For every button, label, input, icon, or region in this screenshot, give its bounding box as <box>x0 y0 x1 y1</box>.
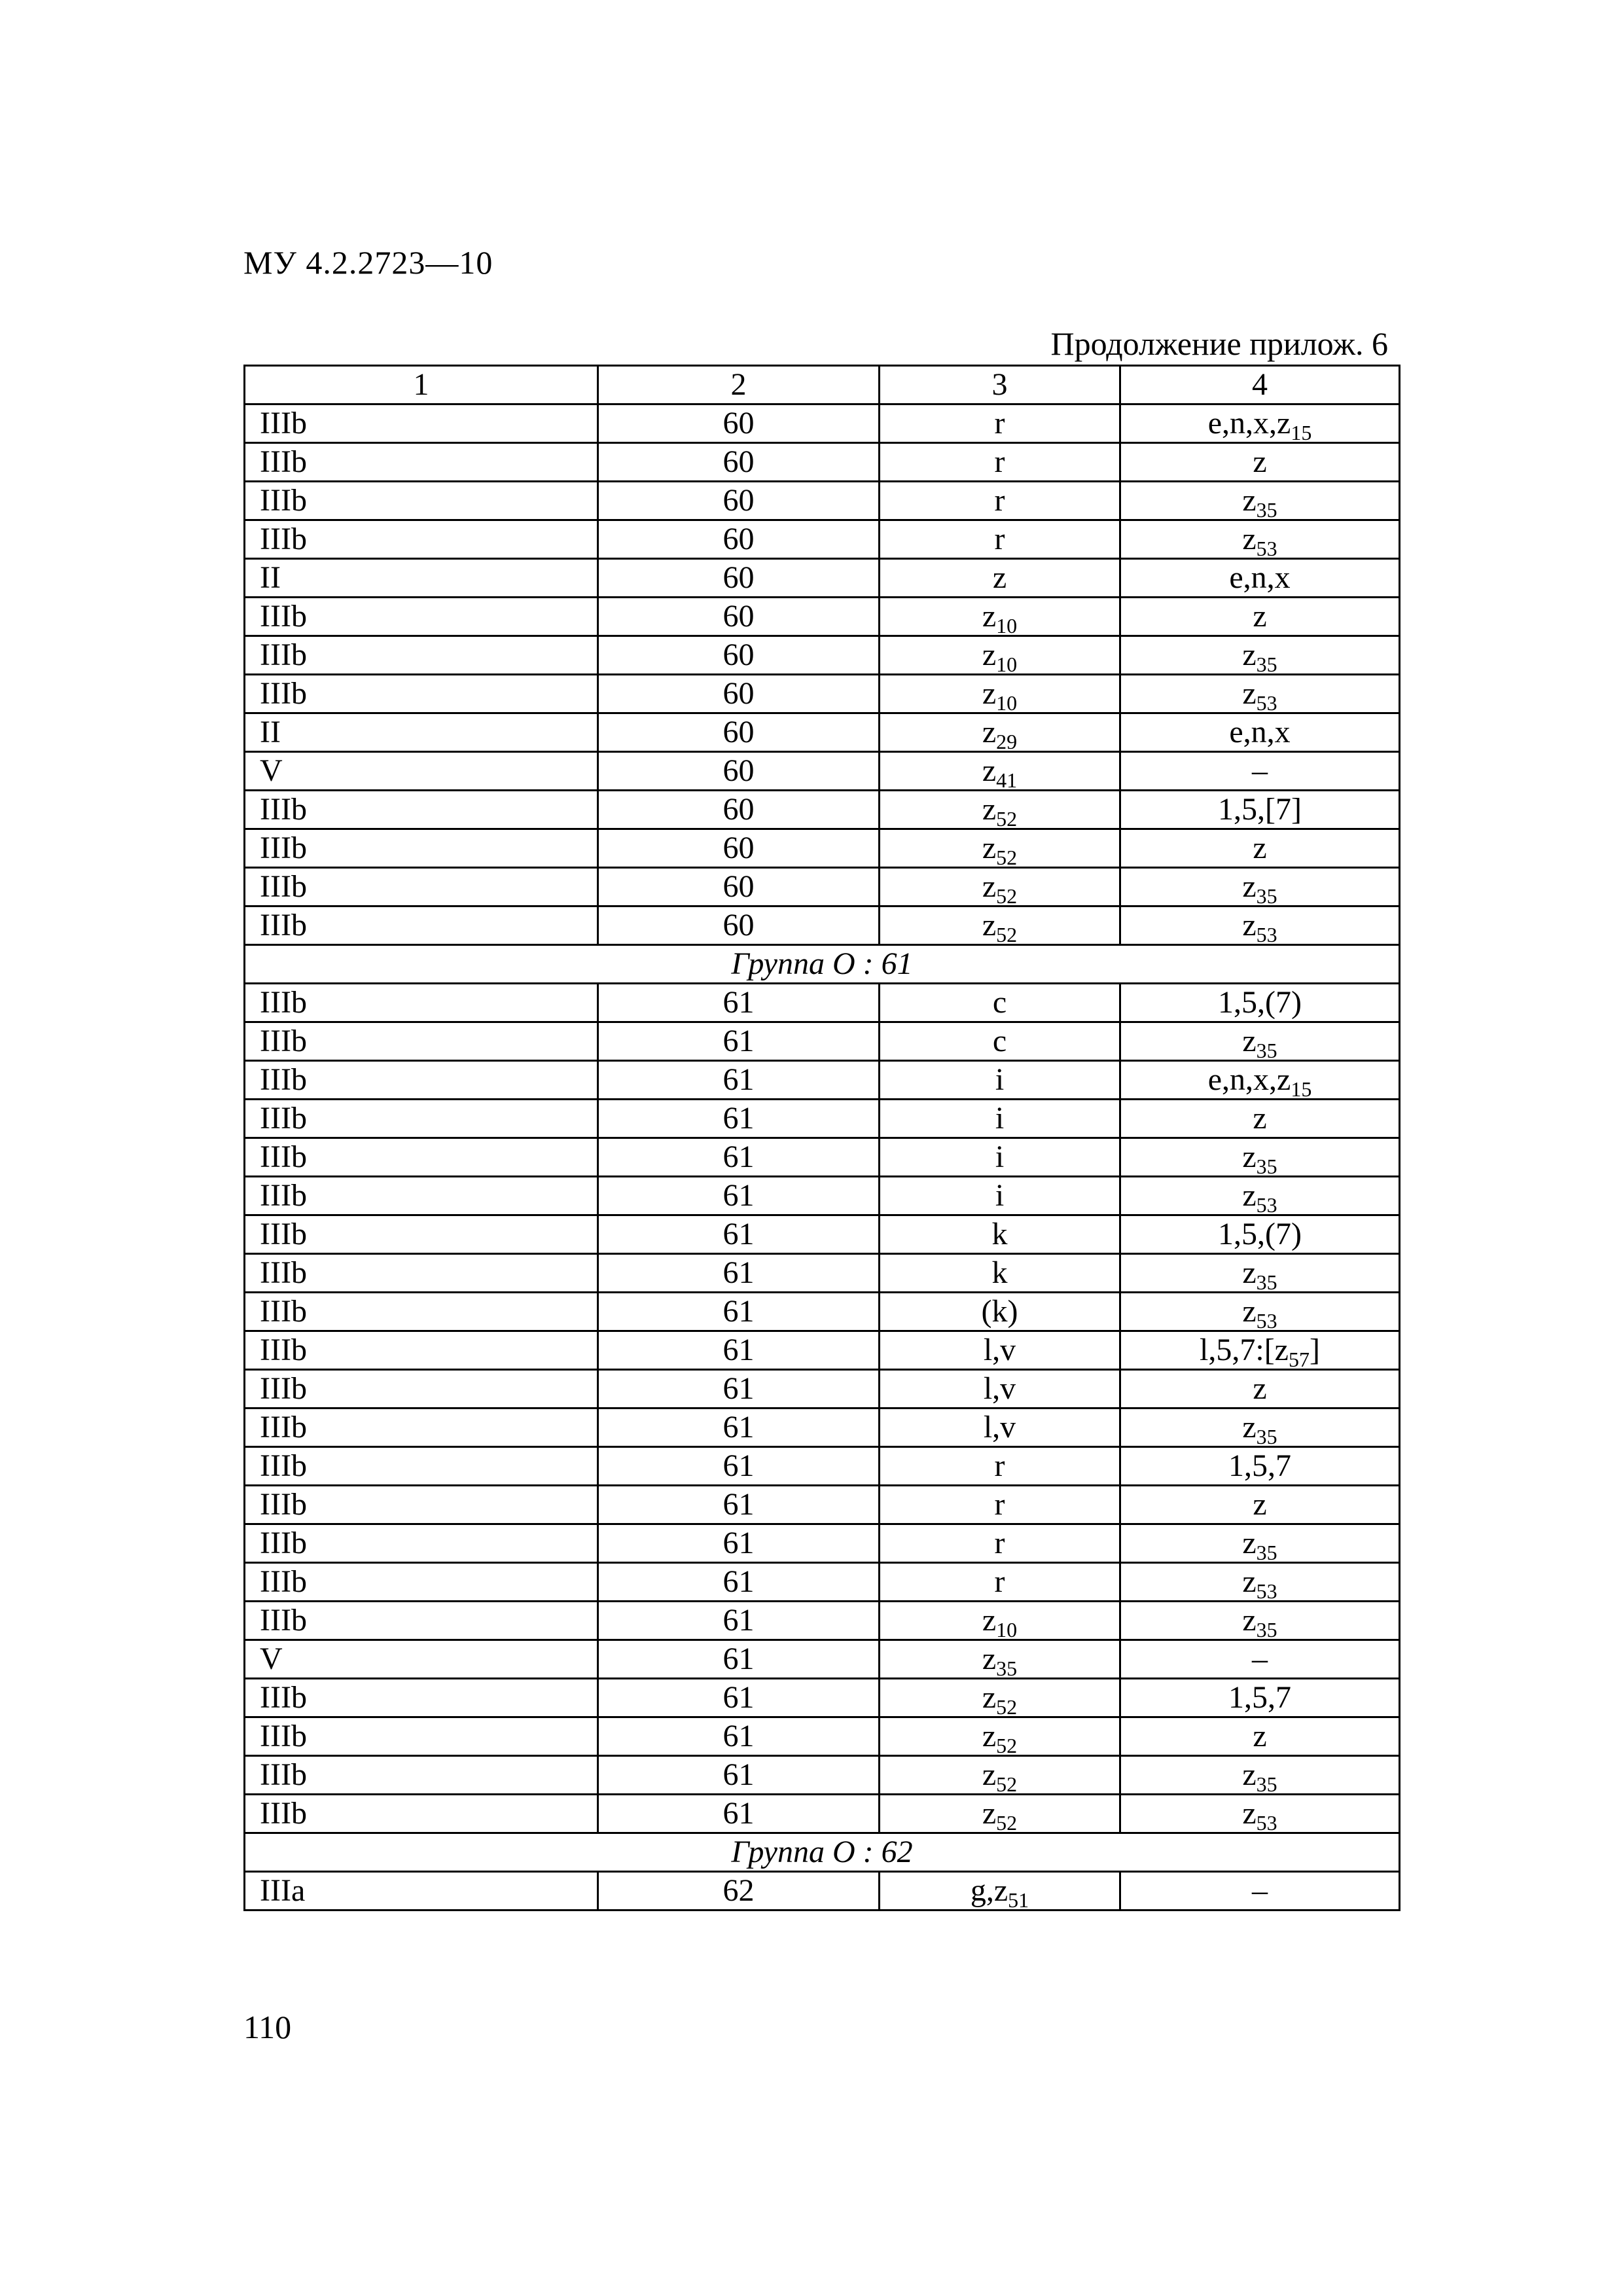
cell-col-1: II <box>245 713 598 752</box>
subscript: 53 <box>1256 691 1277 713</box>
cell-col-1: IIIb <box>245 1795 598 1833</box>
cell-col-1: IIIb <box>245 829 598 868</box>
cell-col-3: r <box>880 1524 1120 1563</box>
cell-col-2: 61 <box>598 1756 880 1795</box>
cell-col-3: $z_{10}$ <box>880 675 1120 713</box>
subscript: 53 <box>1256 1193 1277 1215</box>
table-row <box>245 868 1400 906</box>
cell-col-2: 61 <box>598 1331 880 1370</box>
cell-col-2: 61 <box>598 1254 880 1293</box>
page-number: 110 <box>243 2009 292 2045</box>
cell-col-4: z <box>1120 1486 1400 1524</box>
subscript: 29 <box>996 730 1018 752</box>
cell-col-4: $e,n,x,z_{15}$ <box>1120 1061 1400 1100</box>
group-row <box>245 1833 1400 1872</box>
cell-col-1: V <box>245 1640 598 1679</box>
cell-col-3: $z_{10}$ <box>880 1602 1120 1640</box>
cell-col-3: r <box>880 1563 1120 1602</box>
cell-col-4: z <box>1120 1370 1400 1408</box>
cell-col-1: IIIb <box>245 868 598 906</box>
cell-col-1: IIIb <box>245 1138 598 1177</box>
cell-col-3: $z_{52}$ <box>880 1795 1120 1833</box>
table-row <box>245 752 1400 791</box>
cell-col-4: – <box>1120 1872 1400 1910</box>
cell-col-3: k <box>880 1215 1120 1254</box>
column-header-1: 1 <box>245 366 598 404</box>
cell-col-3: (k) <box>880 1293 1120 1331</box>
cell-col-4: – <box>1120 1640 1400 1679</box>
table-row <box>245 1872 1400 1910</box>
table-row <box>245 1717 1400 1756</box>
cell-col-3: z <box>880 559 1120 598</box>
cell-col-3: $z_{41}$ <box>880 752 1120 791</box>
cell-col-3: l,v <box>880 1331 1120 1370</box>
cell-col-3: $z_{52}$ <box>880 906 1120 945</box>
cell-col-2: 61 <box>598 1447 880 1486</box>
cell-col-1: IIIb <box>245 482 598 520</box>
cell-col-3: $z_{35}$ <box>880 1640 1120 1679</box>
cell-col-1: IIIb <box>245 1602 598 1640</box>
cell-col-4: $z_{35}$ <box>1120 482 1400 520</box>
table-row <box>245 1447 1400 1486</box>
table-row <box>245 1640 1400 1679</box>
cell-col-2: 61 <box>598 1717 880 1756</box>
subscript: 52 <box>996 1734 1018 1756</box>
cell-col-4: $z_{35}$ <box>1120 1138 1400 1177</box>
subscript: 52 <box>996 1772 1018 1795</box>
cell-col-1: II <box>245 559 598 598</box>
cell-col-2: 60 <box>598 713 880 752</box>
cell-col-2: 60 <box>598 906 880 945</box>
cell-col-2: 61 <box>598 1795 880 1833</box>
subscript: 52 <box>996 1695 1018 1717</box>
subscript: 35 <box>1256 1155 1277 1177</box>
cell-col-3: $z_{52}$ <box>880 1679 1120 1717</box>
cell-col-2: 61 <box>598 1293 880 1331</box>
subscript: 35 <box>1256 1039 1277 1061</box>
table-row <box>245 1408 1400 1447</box>
cell-col-2: 62 <box>598 1872 880 1910</box>
cell-col-4: 1,5,(7) <box>1120 984 1400 1022</box>
subscript: 35 <box>1256 498 1277 520</box>
table-row <box>245 598 1400 636</box>
table-row <box>245 1331 1400 1370</box>
cell-col-4: $z_{35}$ <box>1120 636 1400 675</box>
cell-col-1: V <box>245 752 598 791</box>
table-row <box>245 559 1400 598</box>
cell-col-3: r <box>880 443 1120 482</box>
cell-col-2: 61 <box>598 1679 880 1717</box>
subscript: 52 <box>996 846 1018 868</box>
cell-col-1: IIIb <box>245 1022 598 1061</box>
table-row <box>245 1795 1400 1833</box>
table-row <box>245 1370 1400 1408</box>
cell-col-2: 60 <box>598 868 880 906</box>
cell-col-4: $z_{53}$ <box>1120 1563 1400 1602</box>
cell-col-2: 60 <box>598 443 880 482</box>
table-row <box>245 1486 1400 1524</box>
cell-col-2: 61 <box>598 1061 880 1100</box>
continuation-label: Продолжение прилож. 6 <box>1050 325 1388 362</box>
cell-col-3: r <box>880 404 1120 443</box>
cell-col-1: IIIb <box>245 1717 598 1756</box>
cell-col-4: z <box>1120 829 1400 868</box>
subscript: 53 <box>1256 537 1277 559</box>
cell-col-2: 61 <box>598 984 880 1022</box>
cell-col-4: $z_{53}$ <box>1120 520 1400 559</box>
cell-col-3: $z_{52}$ <box>880 1717 1120 1756</box>
table-row <box>245 1293 1400 1331</box>
cell-col-3: $z_{10}$ <box>880 598 1120 636</box>
cell-col-4: $z_{35}$ <box>1120 1254 1400 1293</box>
cell-col-4: $l,5,7:[z_{57}]$ <box>1120 1331 1400 1370</box>
cell-col-3: c <box>880 984 1120 1022</box>
cell-col-3: c <box>880 1022 1120 1061</box>
cell-col-3: $z_{29}$ <box>880 713 1120 752</box>
group-label: Группа O : 61 <box>245 945 1400 984</box>
cell-col-3: r <box>880 1447 1120 1486</box>
cell-col-1: IIIb <box>245 1408 598 1447</box>
cell-col-4: $z_{35}$ <box>1120 1022 1400 1061</box>
cell-col-3: l,v <box>880 1370 1120 1408</box>
subscript: 35 <box>1256 1772 1277 1795</box>
group-label: Группа O : 62 <box>245 1833 1400 1872</box>
cell-col-1: IIIb <box>245 984 598 1022</box>
subscript: 15 <box>1291 1077 1312 1100</box>
cell-col-3: r <box>880 520 1120 559</box>
cell-col-2: 61 <box>598 1215 880 1254</box>
cell-col-4: 1,5,(7) <box>1120 1215 1400 1254</box>
table-row <box>245 404 1400 443</box>
cell-col-1: IIIb <box>245 1215 598 1254</box>
cell-col-2: 60 <box>598 675 880 713</box>
subscript: 10 <box>996 1618 1018 1640</box>
cell-col-3: i <box>880 1138 1120 1177</box>
cell-col-2: 61 <box>598 1602 880 1640</box>
group-row <box>245 945 1400 984</box>
cell-col-3: $z_{52}$ <box>880 868 1120 906</box>
cell-col-3: $g,z_{51}$ <box>880 1872 1120 1910</box>
subscript: 35 <box>1256 1270 1277 1293</box>
cell-col-2: 60 <box>598 559 880 598</box>
cell-col-1: IIIb <box>245 1486 598 1524</box>
subscript: 41 <box>996 768 1018 791</box>
cell-col-1: IIIb <box>245 1447 598 1486</box>
table-row <box>245 1602 1400 1640</box>
table-row <box>245 1100 1400 1138</box>
cell-col-4: z <box>1120 598 1400 636</box>
cell-col-2: 60 <box>598 520 880 559</box>
table-row <box>245 1138 1400 1177</box>
subscript: 10 <box>996 614 1018 636</box>
table-row <box>245 1215 1400 1254</box>
cell-col-3: $z_{10}$ <box>880 636 1120 675</box>
cell-col-1: IIIb <box>245 906 598 945</box>
table-row <box>245 791 1400 829</box>
table-body <box>245 404 1400 1910</box>
column-header-3: 3 <box>880 366 1120 404</box>
cell-col-3: i <box>880 1061 1120 1100</box>
subscript: 53 <box>1256 1811 1277 1833</box>
cell-col-1: IIIb <box>245 404 598 443</box>
cell-col-2: 61 <box>598 1486 880 1524</box>
cell-col-2: 60 <box>598 752 880 791</box>
cell-col-4: $z_{35}$ <box>1120 1408 1400 1447</box>
cell-col-3: i <box>880 1177 1120 1215</box>
table-row <box>245 520 1400 559</box>
cell-col-2: 60 <box>598 636 880 675</box>
cell-col-2: 61 <box>598 1640 880 1679</box>
cell-col-4: – <box>1120 752 1400 791</box>
cell-col-3: l,v <box>880 1408 1120 1447</box>
cell-col-1: IIIb <box>245 1331 598 1370</box>
table-row <box>245 1254 1400 1293</box>
cell-col-4: $z_{53}$ <box>1120 1293 1400 1331</box>
cell-col-4: $z_{53}$ <box>1120 1177 1400 1215</box>
cell-col-2: 61 <box>598 1524 880 1563</box>
cell-col-1: IIIb <box>245 675 598 713</box>
cell-col-1: IIIb <box>245 1563 598 1602</box>
cell-col-3: r <box>880 482 1120 520</box>
column-header-2: 2 <box>598 366 880 404</box>
table-row <box>245 713 1400 752</box>
table-row <box>245 443 1400 482</box>
cell-col-2: 61 <box>598 1408 880 1447</box>
subscript: 52 <box>996 807 1018 829</box>
subscript: 53 <box>1256 1579 1277 1602</box>
cell-col-2: 60 <box>598 598 880 636</box>
table-row <box>245 829 1400 868</box>
cell-col-1: IIIb <box>245 1679 598 1717</box>
data-table <box>243 365 1400 1911</box>
cell-col-1: IIIb <box>245 791 598 829</box>
subscript: 53 <box>1256 923 1277 945</box>
cell-col-3: i <box>880 1100 1120 1138</box>
cell-col-2: 61 <box>598 1177 880 1215</box>
cell-col-3: r <box>880 1486 1120 1524</box>
cell-col-1: IIIb <box>245 1177 598 1215</box>
cell-col-4: 1,5,7 <box>1120 1447 1400 1486</box>
cell-col-1: IIIb <box>245 1061 598 1100</box>
table-row <box>245 1524 1400 1563</box>
cell-col-2: 60 <box>598 829 880 868</box>
cell-col-4: e,n,x <box>1120 713 1400 752</box>
cell-col-1: IIIb <box>245 443 598 482</box>
subscript: 35 <box>1256 1541 1277 1563</box>
cell-col-4: $z_{53}$ <box>1120 675 1400 713</box>
cell-col-1: IIIa <box>245 1872 598 1910</box>
cell-col-3: $z_{52}$ <box>880 791 1120 829</box>
subscript: 35 <box>1256 1618 1277 1640</box>
cell-col-1: IIIb <box>245 1756 598 1795</box>
table-row <box>245 1563 1400 1602</box>
cell-col-1: IIIb <box>245 1293 598 1331</box>
subscript: 53 <box>1256 1309 1277 1331</box>
cell-col-4: $z_{35}$ <box>1120 1756 1400 1795</box>
document-code: МУ 4.2.2723—10 <box>243 244 493 281</box>
subscript: 52 <box>996 884 1018 906</box>
cell-col-4: $z_{35}$ <box>1120 868 1400 906</box>
subscript: 10 <box>996 653 1018 675</box>
subscript: 52 <box>996 923 1018 945</box>
cell-col-4: $z_{35}$ <box>1120 1524 1400 1563</box>
cell-col-2: 60 <box>598 791 880 829</box>
subscript: 10 <box>996 691 1018 713</box>
cell-col-3: $z_{52}$ <box>880 829 1120 868</box>
cell-col-4: $z_{53}$ <box>1120 1795 1400 1833</box>
cell-col-2: 61 <box>598 1563 880 1602</box>
cell-col-4: z <box>1120 443 1400 482</box>
cell-col-3: $z_{52}$ <box>880 1756 1120 1795</box>
cell-col-1: IIIb <box>245 1100 598 1138</box>
cell-col-2: 60 <box>598 404 880 443</box>
cell-col-1: IIIb <box>245 1524 598 1563</box>
subscript: 35 <box>1256 884 1277 906</box>
table-row <box>245 1679 1400 1717</box>
subscript: 57 <box>1288 1348 1310 1370</box>
subscript: 51 <box>1008 1888 1029 1910</box>
cell-col-1: IIIb <box>245 1254 598 1293</box>
subscript: 35 <box>996 1657 1018 1679</box>
table-row <box>245 482 1400 520</box>
cell-col-4: 1,5,[7] <box>1120 791 1400 829</box>
cell-col-4: $e,n,x,z_{15}$ <box>1120 404 1400 443</box>
subscript: 35 <box>1256 653 1277 675</box>
table-row <box>245 984 1400 1022</box>
cell-col-1: IIIb <box>245 598 598 636</box>
table-row <box>245 1756 1400 1795</box>
cell-col-2: 61 <box>598 1022 880 1061</box>
table-row <box>245 675 1400 713</box>
cell-col-4: $z_{35}$ <box>1120 1602 1400 1640</box>
table-header-row <box>245 366 1400 404</box>
table-row <box>245 906 1400 945</box>
cell-col-1: IIIb <box>245 520 598 559</box>
table-row <box>245 636 1400 675</box>
subscript: 52 <box>996 1811 1018 1833</box>
cell-col-1: IIIb <box>245 1370 598 1408</box>
subscript: 35 <box>1256 1425 1277 1447</box>
cell-col-4: e,n,x <box>1120 559 1400 598</box>
cell-col-2: 60 <box>598 482 880 520</box>
table-row <box>245 1022 1400 1061</box>
cell-col-4: 1,5,7 <box>1120 1679 1400 1717</box>
table-row <box>245 1061 1400 1100</box>
cell-col-2: 61 <box>598 1138 880 1177</box>
cell-col-2: 61 <box>598 1100 880 1138</box>
cell-col-2: 61 <box>598 1370 880 1408</box>
column-header-4: 4 <box>1120 366 1400 404</box>
cell-col-3: k <box>880 1254 1120 1293</box>
table-row <box>245 1177 1400 1215</box>
subscript: 15 <box>1291 421 1312 443</box>
cell-col-4: z <box>1120 1100 1400 1138</box>
cell-col-4: $z_{53}$ <box>1120 906 1400 945</box>
cell-col-4: z <box>1120 1717 1400 1756</box>
cell-col-1: IIIb <box>245 636 598 675</box>
